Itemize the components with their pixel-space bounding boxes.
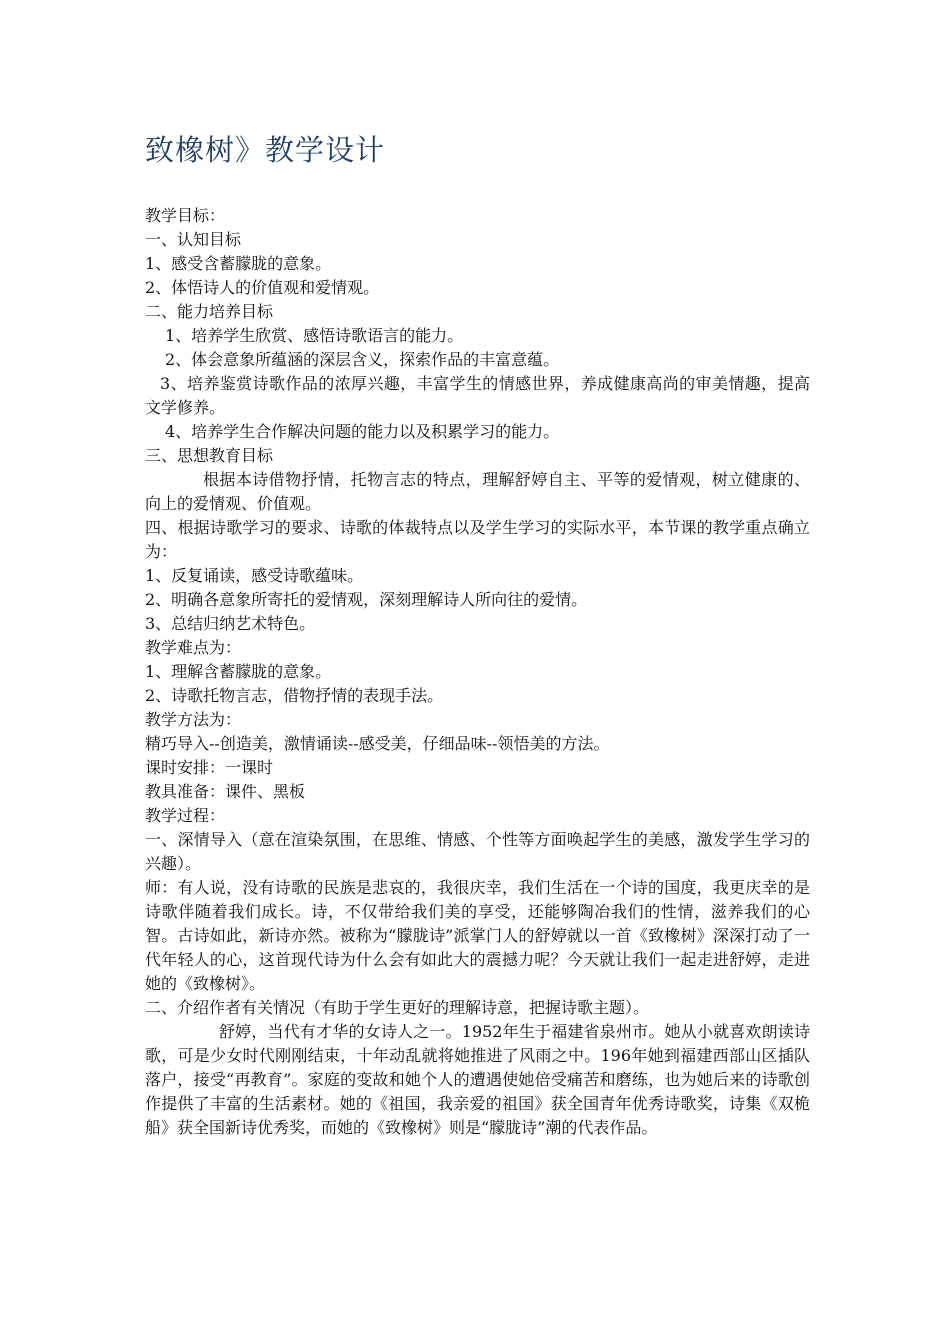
- list-item: 1、感受含蓄朦胧的意象。: [145, 254, 332, 273]
- body-paragraph: 四、根据诗歌学习的要求、诗歌的体裁特点以及学生学习的实际水平，本节课的教学重点确立为：: [145, 518, 810, 561]
- list-item: 3、总结归纳艺术特色。: [145, 614, 316, 633]
- document-body: [145, 204, 810, 1140]
- body-paragraph: 精巧导入--创造美，激情诵读--感受美，仔细品味--领悟美的方法。: [145, 734, 610, 753]
- section-heading: 一、深情导入（意在渲染氛围，在思维、情感、个性等方面唤起学生的美感，激发学生学习的兴趣）。: [145, 830, 810, 873]
- document-title: 致橡树》教学设计: [145, 133, 386, 167]
- list-item: 1、理解含蓄朦胧的意象。: [145, 662, 332, 681]
- section-heading: 一、认知目标: [145, 230, 242, 249]
- section-label: 教学方法为：: [145, 710, 242, 729]
- body-paragraph: 课时安排：一课时: [145, 758, 274, 777]
- body-paragraph: 师：有人说，没有诗歌的民族是悲哀的，我很庆幸，我们生活在一个诗的国度，我更庆幸的是诗歌伴随着我们成长。诗，不仅带给我们美的享受，还能够陶冶我们的性情，滋养我们的心智。古诗如此，新诗亦然。被称为“朦胧诗”派掌门人的舒婷就以一首《致橡树》深深打动了一代年轻人的心，这首现代诗为什么会有如此大的震撼力呢？今天就让我们一起走进舒婷，走进她的《致橡树》。: [145, 878, 810, 993]
- section-heading: 二、介绍作者有关情况（有助于学生更好的理解诗意，把握诗歌主题）。: [145, 998, 650, 1017]
- section-heading: 二、能力培养目标: [145, 302, 274, 321]
- list-item: 3、培养鉴赏诗歌作品的浓厚兴趣，丰富学生的情感世界，养成健康高尚的审美情趣，提高文学修养。: [145, 374, 810, 417]
- section-label: 教学过程：: [145, 806, 226, 825]
- section-label: 教学难点为：: [145, 638, 242, 657]
- list-item: 2、明确各意象所寄托的爱情观，深刻理解诗人所向往的爱情。: [145, 590, 588, 609]
- body-paragraph: 根据本诗借物抒情，托物言志的特点，理解舒婷自主、平等的爱情观，树立健康的、向上的爱情观、价值观。: [145, 470, 810, 513]
- list-item: 1、反复诵读，感受诗歌蕴味。: [145, 566, 364, 585]
- body-paragraph: 教具准备：课件、黑板: [145, 782, 306, 801]
- body-paragraph: 舒婷，当代有才华的女诗人之一。1952年生于福建省泉州市。她从小就喜欢朗读诗歌，可是少女时代刚刚结束，十年动乱就将她推进了风雨之中。196年她到福建西部山区插队落户，接受“再教育”。家庭的变故和她个人的遭遇使她倍受痛苦和磨练，也为她后来的诗歌创作提供了丰富的生活素材。她的《祖国，我亲爱的祖国》获全国青年优秀诗歌奖，诗集《双桅船》获全国新诗优秀奖，而她的《致橡树》则是“朦胧诗”潮的代表作品。: [145, 1022, 810, 1137]
- list-item: 2、诗歌托物言志，借物抒情的表现手法。: [145, 686, 444, 705]
- section-label-goals: 教学目标：: [145, 206, 226, 225]
- section-heading: 三、思想教育目标: [145, 446, 274, 465]
- list-item: 2、体会意象所蕴涵的深层含义，探索作品的丰富意蕴。: [165, 350, 560, 369]
- list-item: 1、培养学生欣赏、感悟诗歌语言的能力。: [165, 326, 464, 345]
- list-item: 2、体悟诗人的价值观和爱情观。: [145, 278, 380, 297]
- list-item: 4、培养学生合作解决问题的能力以及积累学习的能力。: [165, 422, 560, 441]
